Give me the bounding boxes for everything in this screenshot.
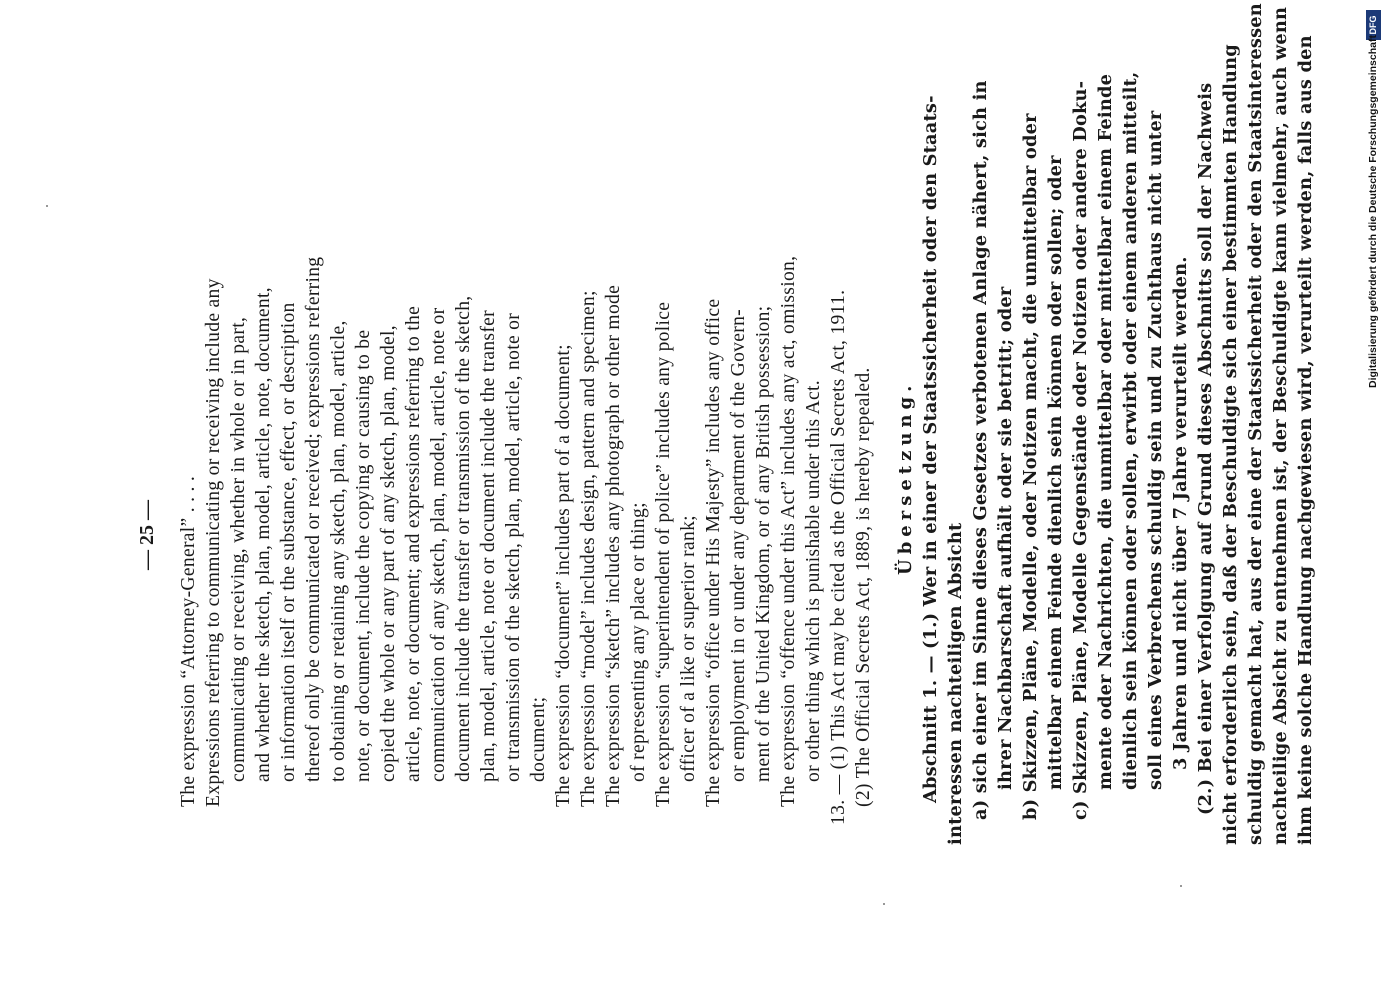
german-line: 3 Jahren und nicht über 7 Jahre verurteilt werden. <box>1170 256 1191 770</box>
scan-speck <box>46 205 48 207</box>
english-line: document; <box>528 696 549 782</box>
german-line: a) sich einer im Sinne dieses Gesetzes verbotenen Anlage nähert, sich in <box>970 80 991 820</box>
dfg-logo-icon: DFG <box>1366 10 1381 40</box>
german-line: interessen nachteiligen Absicht <box>945 522 966 845</box>
english-line: The expression “model” includes design, pattern and specimen; <box>578 290 599 807</box>
english-line: note, or document, include the copying or causing to be <box>353 329 374 782</box>
english-line: plan, model, article, note or document include the transfer <box>478 309 499 782</box>
german-line: mittelbar einem Feinde dienlich sein können oder sollen; oder <box>1045 155 1066 790</box>
english-line: or other thing which is punishable under this Act. <box>803 380 824 782</box>
german-line: ihrer Nachbarschaft aufhält oder sie betritt; oder <box>995 286 1016 790</box>
english-line: The expression “office under His Majesty” includes any office <box>703 298 724 807</box>
english-line: of representing any place or thing; <box>628 502 649 782</box>
german-line: soll eines Verbrechens schuldig sein und zu Zuchthaus nicht unter <box>1145 110 1166 790</box>
german-line: (2.) Bei einer Verfolgung auf Grund dieses Abschnitts soll der Nachweis <box>1195 82 1216 815</box>
english-line: ment of the United Kingdom, or of any British possession; <box>753 305 774 782</box>
german-line: ihm keine solche Handlung nachgewiesen wird, verurteilt werden, falls aus den <box>1295 35 1316 845</box>
english-line: communication of any sketch, plan, model, article, note or <box>428 307 449 782</box>
english-line: copied the whole or any part of any sketch, plan, model, <box>378 325 399 782</box>
english-line: or employment in or under any department of the Govern- <box>728 308 749 782</box>
german-line: Abschnitt 1. — (1.) Wer in einer der Staatssicherheit oder den Staats- <box>920 95 941 803</box>
scan-speck <box>1180 885 1182 887</box>
german-line: b) Skizzen, Pläne, Modelle, oder Notizen macht, die unmittelbar oder <box>1020 113 1041 820</box>
english-line: Expressions referring to communicating or receiving include any <box>203 278 224 807</box>
german-line: schuldig gemacht hat, aus der eine der Staatssicherheit oder den Staatsinteressen <box>1245 3 1266 845</box>
english-line: The expression “Attorney-General” . . . . <box>178 475 199 807</box>
page-number: — 25 — <box>136 500 158 570</box>
digitization-credit: Digitalisierung gefördert durch die Deutsche Forschungsgemeinschaft <box>1367 35 1379 388</box>
german-line: c) Skizzen, Pläne, Modelle Gegenstände oder Notizen oder andere Doku- <box>1070 80 1091 820</box>
english-line: thereof only be communicated or received; expressions referring <box>303 256 324 782</box>
scan-speck <box>883 903 885 905</box>
english-line: document include the transfer or transmission of the sketch, <box>453 295 474 782</box>
english-line: or information itself or the substance, effect, or description <box>278 302 299 782</box>
english-line: article, note, or document; and expressions referring to the <box>403 305 424 782</box>
german-line: nachteilige Absicht zu entnehmen ist, der Beschuldigte kann vielmehr, auch wenn <box>1270 6 1291 845</box>
english-line: (2) The Official Secrets Act, 1889, is hereby repealed. <box>853 367 874 807</box>
translation-heading: Übersetzung. <box>895 380 916 575</box>
english-line: or transmission of the sketch, plan, model, article, note or <box>503 312 524 782</box>
english-line: 13. — (1) This Act may be cited as the Official Secrets Act, 1911. <box>828 289 849 825</box>
english-line: to obtaining or retaining any sketch, plan, model, article, <box>328 320 349 782</box>
english-line: The expression “sketch” includes any photograph or other mode <box>603 284 624 807</box>
english-line: The expression “superintendent of police” includes any police <box>653 301 674 807</box>
german-line: nicht erforderlich sein, daß der Beschuldigte sich einer bestimmten Handlung <box>1220 44 1241 845</box>
german-line: dienlich sein können oder sollen, erwirbt oder einem anderen mitteilt, <box>1120 71 1141 790</box>
english-line: communicating or receiving, whether in whole or in part, <box>228 316 249 782</box>
english-line: officer of a like or superior rank; <box>678 515 699 782</box>
english-line: The expression “document” includes part of a document; <box>553 344 574 807</box>
english-line: The expression “offence under this Act” includes any act, omission, <box>778 255 799 807</box>
german-line: mente oder Nachrichten, die unmittelbar oder mittelbar einem Feinde <box>1095 73 1116 790</box>
english-line: and whether the sketch, plan, model, article, note, document, <box>253 287 274 782</box>
